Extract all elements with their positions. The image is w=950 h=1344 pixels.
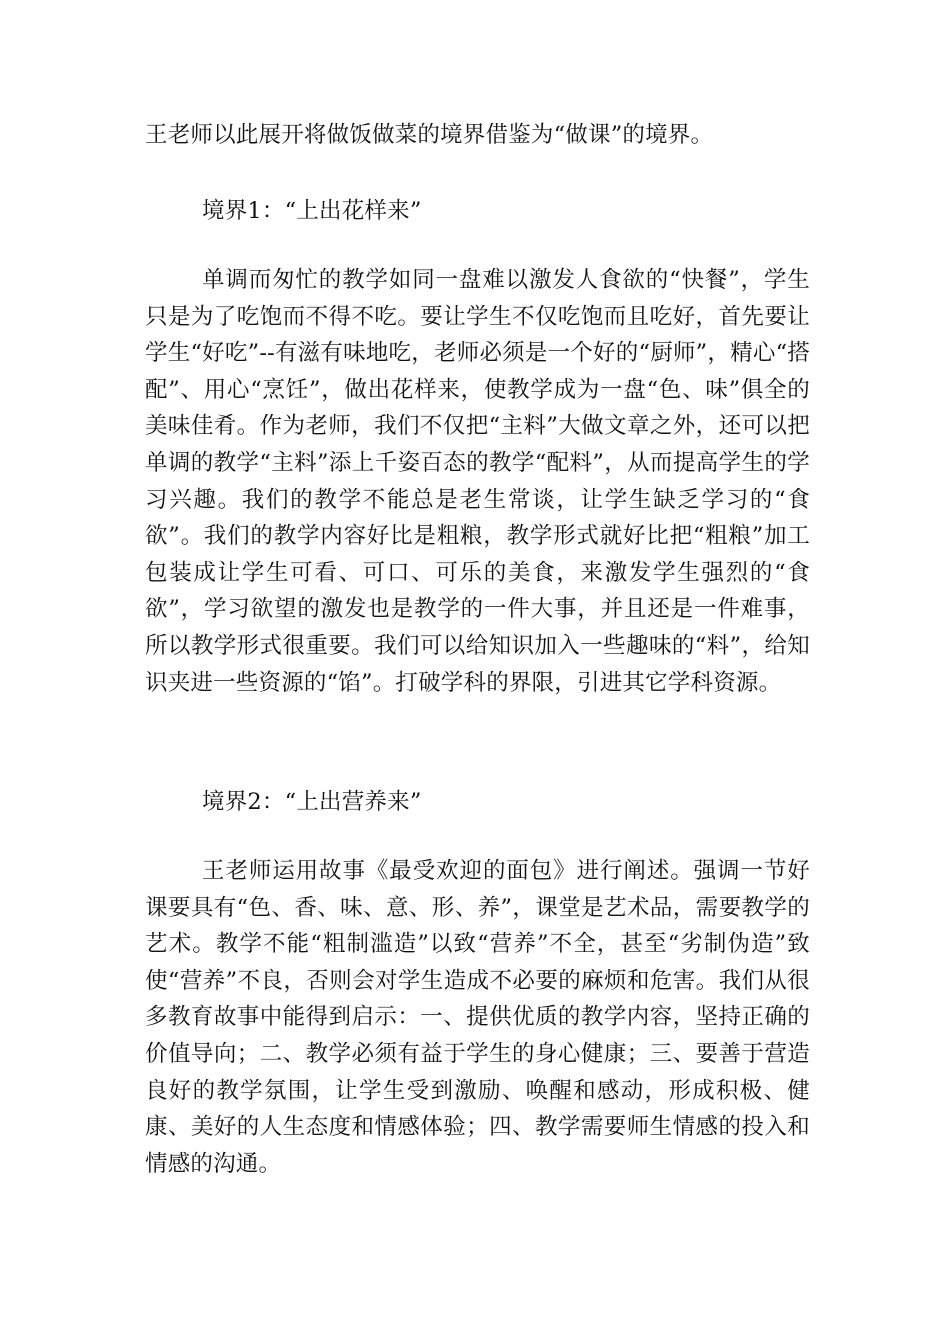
section-heading-2: 境界2：“上出营养来”	[202, 789, 422, 815]
intro-paragraph: 王老师以此展开将做饭做菜的境界借鉴为“做课”的境界。	[145, 122, 714, 148]
section-heading-1: 境界1：“上出花样来”	[202, 198, 422, 224]
body-paragraph-1: 单调而匆忙的教学如同一盘难以激发人食欲的“快餐”，学生只是为了吃饱而不得不吃。要让学生不仅吃饱而且吃好，首先要让学生“好吃”--有滋有味地吃，老师必须是一个好的“厨师”，精心“搭配”、用心“烹饪”，做出花样来，使教学成为一盘“色、味”俱全的美味佳肴。作为老师，我们不仅把“主料”大做文章之外，还可以把单调的教学“主料”添上千姿百态的教学“配料”，从而提高学生的学习兴趣。我们的教学不能总是老生常谈，让学生缺乏学习的“食欲”。我们的教学内容好比是粗粮，教学形式就好比把“粗粮”加工包装成让学生可看、可口、可乐的美食，来激发学生强烈的“食欲”，学习欲望的激发也是教学的一件大事，并且还是一件难事，所以教学形式很重要。我们可以给知识加入一些趣味的“料”，给知识夹进一些资源的“馅”。打破学科的界限，引进其它学科资源。	[145, 267, 810, 696]
body-paragraph-2: 王老师运用故事《最受欢迎的面包》进行阐述。强调一节好课要具有“色、香、味、意、形、养”，课堂是艺术品，需要教学的艺术。教学不能“粗制滥造”以致“营养”不全，甚至“劣制伪造”致使“营养”不良，否则会对学生造成不必要的麻烦和危害。我们从很多教育故事中能得到启示：一、提供优质的教学内容，坚持正确的价值导向；二、教学必须有益于学生的身心健康；三、要善于营造良好的教学氛围，让学生受到激励、唤醒和感动，形成积极、健康、美好的人生态度和情感体验；四、教学需要师生情感的投入和情感的沟通。	[145, 858, 810, 1177]
